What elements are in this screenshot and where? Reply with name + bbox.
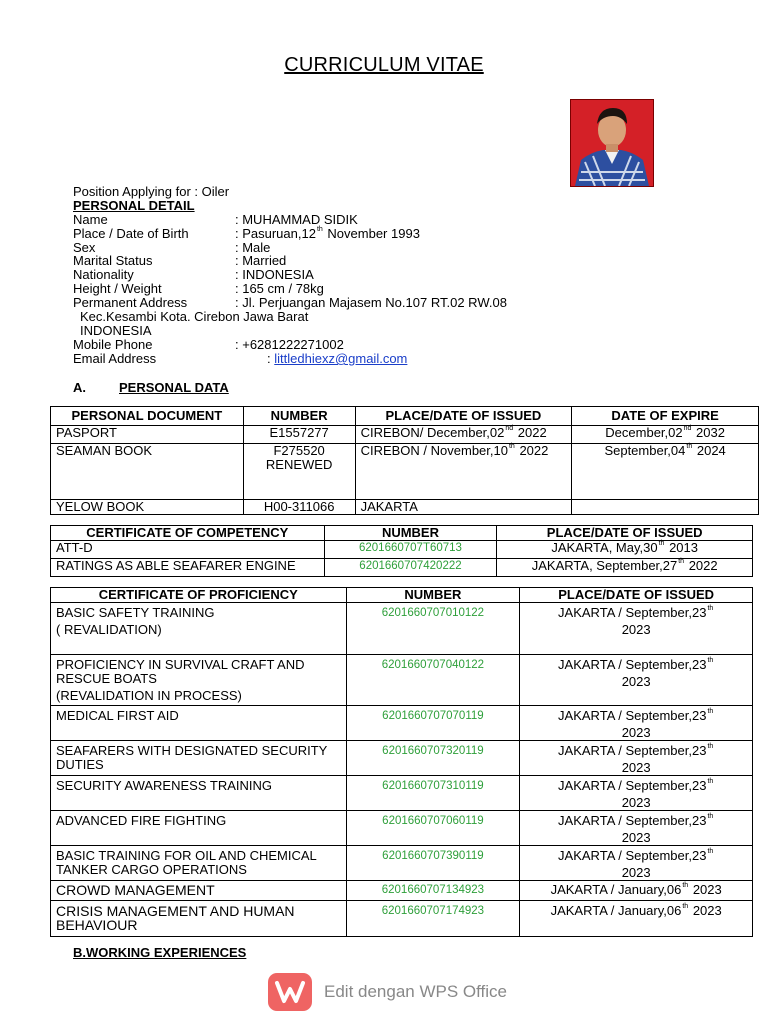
table-row: SEAFARERS WITH DESIGNATED SECURITY DUTIES 6201660707320119 JAKARTA / September,23th 2023: [51, 741, 753, 776]
competency-table: [50, 525, 753, 577]
table-row: BASIC SAFETY TRAINING ( REVALIDATION) 6201660707010122 JAKARTA / September,23th 2023: [51, 603, 753, 655]
table-header-row: PERSONAL DOCUMENT NUMBER PLACE/DATE OF ISSUED DATE OF EXPIRE: [51, 407, 759, 426]
position-applying: Position Applying for : Oiler: [73, 184, 230, 199]
birth-label: Place / Date of Birth: [73, 226, 189, 241]
personal-documents-table: [50, 406, 759, 515]
address-line-2: Kec.Kesambi Kota. Cirebon Jawa Barat: [80, 309, 309, 324]
address-label: Permanent Address: [73, 295, 188, 310]
table-row: BASIC TRAINING FOR OIL AND CHEMICAL TANKER CARGO OPERATIONS 6201660707390119 JAKARTA / September,23th 2023: [51, 846, 753, 881]
email-link[interactable]: littledhiexz@gmail.com: [274, 351, 408, 366]
address-value: : Jl. Perjuangan Majasem No.107 RT.02 RW.08: [235, 295, 507, 310]
table-row: SECURITY AWARENESS TRAINING 6201660707310119 JAKARTA / September,23th 2023: [51, 776, 753, 811]
nationality-label: Nationality: [73, 267, 134, 282]
table-row: RATINGS AS ABLE SEAFARER ENGINE 6201660707420222 JAKARTA, September,27th 2022: [51, 559, 753, 577]
table-row: PASPORT E1557277 CIREBON/ December,02nd 2022 December,02nd 2032: [51, 426, 759, 444]
address-line-3: INDONESIA: [80, 323, 152, 338]
table-row: ADVANCED FIRE FIGHTING 6201660707060119 JAKARTA / September,23th 2023: [51, 811, 753, 846]
birth-value: : Pasuruan,12th November 1993: [235, 226, 420, 241]
mobile-value: : +6281222271002: [235, 337, 344, 352]
marital-label: Marital Status: [73, 253, 153, 268]
table-row: CROWD MANAGEMENT 6201660707134923 JAKARTA / January,06th 2023: [51, 881, 753, 901]
height-label: Height / Weight: [73, 281, 162, 296]
name-label: Name: [73, 212, 108, 227]
personal-detail-heading: PERSONAL DETAIL: [73, 198, 195, 213]
document-title: CURRICULUM VITAE: [284, 54, 484, 76]
table-header-row: CERTIFICATE OF PROFICIENCY NUMBER PLACE/DATE OF ISSUED: [51, 588, 753, 603]
nationality-value: : INDONESIA: [235, 267, 314, 282]
table-row: MEDICAL FIRST AID 6201660707070119 JAKARTA / September,23th 2023: [51, 706, 753, 741]
section-a-title: PERSONAL DATA: [119, 380, 229, 395]
table-row: ATT-D 6201660707T60713 JAKARTA, May,30th 2013: [51, 541, 753, 559]
wps-logo-icon[interactable]: [268, 973, 312, 1011]
wps-edit-link[interactable]: Edit dengan WPS Office: [324, 982, 508, 1001]
table-row: CRISIS MANAGEMENT AND HUMAN BEHAVIOUR 6201660707174923 JAKARTA / January,06th 2023: [51, 901, 753, 937]
table-row: YELOW BOOK H00-311066 JAKARTA: [51, 500, 759, 515]
height-value: : 165 cm / 78kg: [235, 281, 324, 296]
mobile-label: Mobile Phone: [73, 337, 153, 352]
sex-value: : Male: [235, 240, 271, 255]
marital-value: : Married: [235, 253, 287, 268]
table-header-row: CERTIFICATE OF COMPETENCY NUMBER PLACE/DATE OF ISSUED: [51, 526, 753, 541]
profile-photo: [570, 99, 654, 187]
table-row: SEAMAN BOOK F275520 RENEWED CIREBON / November,10th 2022 September,04th 2024: [51, 444, 759, 500]
sex-label: Sex: [73, 240, 96, 255]
table-row: PROFICIENCY IN SURVIVAL CRAFT AND RESCUE BOATS (REVALIDATION IN PROCESS) 6201660707040122 JAKARTA / September,23th 2023: [51, 655, 753, 706]
proficiency-table: [50, 587, 753, 937]
email-value: : littledhiexz@gmail.com: [267, 351, 408, 366]
section-a-letter: A.: [73, 380, 86, 395]
email-label: Email Address: [73, 351, 157, 366]
name-value: : MUHAMMAD SIDIK: [235, 212, 358, 227]
section-b-title: B.WORKING EXPERIENCES: [73, 945, 247, 960]
